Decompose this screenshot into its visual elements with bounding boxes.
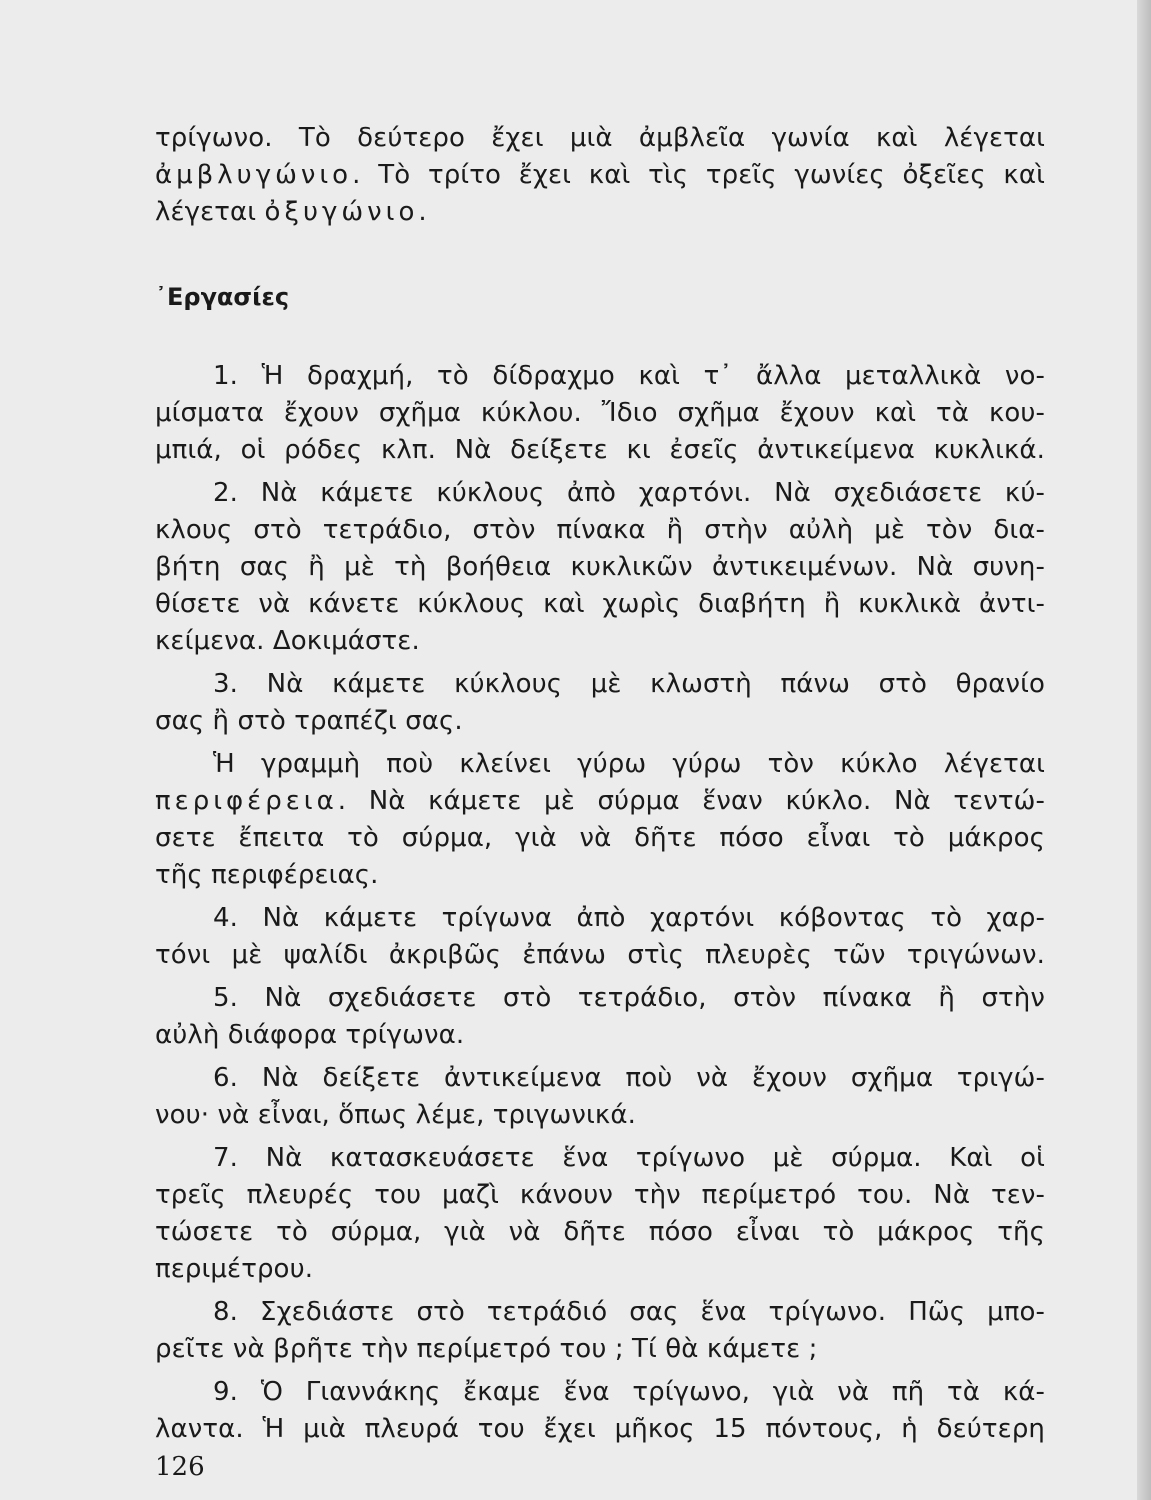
exercise-8 (155, 1294, 1045, 1368)
perimeter-line-4: τῆς περιφέρειας. (155, 860, 379, 890)
exercise-2-line: βήτη σας ἢ μὲ τὴ βοήθεια κυκλικῶν ἀντικειμένων. Νὰ συνη- (155, 552, 1045, 582)
exercise-9 (155, 1374, 1045, 1448)
exercise-2 (155, 475, 1045, 660)
exercise-6-line: 6. Νὰ δείξετε ἀντικείμενα ποὺ νὰ ἔχουν σχῆμα τριγώ- (213, 1063, 1045, 1093)
perimeter-line-3: σετε ἔπειτα τὸ σύρμα, γιὰ νὰ δῆτε πόσο εἶναι τὸ μάκρος (155, 823, 1045, 853)
exercise-9-line: λαντα. Ἡ μιὰ πλευρά του ἔχει μῆκος 15 πόντους, ἡ δεύτερη (155, 1414, 1045, 1444)
perimeter-line-2-rest: . Νὰ κάμετε μὲ σύρμα ἕναν κύκλο. Νὰ τεντώ- (337, 786, 1045, 816)
exercise-4-line: τόνι μὲ ψαλίδι ἀκριβῶς ἐπάνω στὶς πλευρὲς τῶν τριγώνων. (155, 940, 1045, 970)
exercise-8-line: 8. Σχεδιάστε στὸ τετράδιό σας ἕνα τρίγωνο. Πῶς μπο- (213, 1297, 1045, 1327)
exercise-5-line: αὐλὴ διάφορα τρίγωνα. (155, 1020, 465, 1050)
page-number: 126 (155, 1452, 205, 1482)
intro-line-2-rest: . Τὸ τρίτο ἔχει καὶ τὶς τρεῖς γωνίες ὀξεῖες καὶ (352, 160, 1045, 190)
exercise-7-line: περιμέτρου. (155, 1254, 314, 1284)
section-heading: ᾿Εργασίες (155, 283, 290, 311)
exercise-2-line: κλους στὸ τετράδιο, στὸν πίνακα ἢ στὴν αὐλὴ μὲ τὸν δια- (155, 515, 1045, 545)
exercise-1-line: μίσματα ἔχουν σχῆμα κύκλου. Ἴδιο σχῆμα ἔχουν καὶ τὰ κου- (155, 398, 1045, 428)
exercise-7 (155, 1140, 1045, 1288)
intro-line-3-end: . (418, 197, 427, 227)
exercise-1-line: 1. Ἡ δραχμή, τὸ δίδραχμο καὶ τ᾿ ἄλλα μεταλλικὰ νο- (213, 361, 1045, 391)
exercise-3 (155, 666, 1045, 740)
page-body (155, 120, 1045, 1448)
exercise-3-line: σας ἢ στὸ τραπέζι σας. (155, 706, 463, 736)
term-obtuse-triangle: ἀμβλυγώνιο (155, 160, 353, 190)
exercise-2-line: θίσετε νὰ κάνετε κύκλους καὶ χωρὶς διαβήτη ἢ κυκλικὰ ἀντι- (155, 589, 1045, 619)
intro-line-1: τρίγωνο. Τὸ δεύτερο ἔχει μιὰ ἀμβλεῖα γωνία καὶ λέγεται (155, 123, 1045, 153)
exercise-1-line: μπιά, οἱ ρόδες κλπ. Νὰ δείξετε κι ἐσεῖς ἀντικείμενα κυκλικά. (155, 435, 1045, 465)
exercise-2-line: 2. Νὰ κάμετε κύκλους ἀπὸ χαρτόνι. Νὰ σχεδιάσετε κύ- (213, 478, 1045, 508)
exercise-1 (155, 358, 1045, 469)
exercise-4 (155, 900, 1045, 974)
exercise-8-line: ρεῖτε νὰ βρῆτε τὴν περίμετρό του ; Τί θὰ κάμετε ; (155, 1334, 818, 1364)
exercise-7-line: τρεῖς πλευρές του μαζὶ κάνουν τὴν περίμετρό του. Νὰ τεν- (155, 1180, 1045, 1210)
exercise-6 (155, 1060, 1045, 1134)
perimeter-line-2 (155, 783, 1045, 820)
exercise-6-line: νου· νὰ εἶναι, ὅπως λέμε, τριγωνικά. (155, 1100, 636, 1130)
intro-line-3-start: λέγεται (155, 197, 265, 227)
exercise-5-line: 5. Νὰ σχεδιάσετε στὸ τετράδιο, στὸν πίνακα ἢ στὴν (213, 983, 1045, 1013)
exercise-7-line: 7. Νὰ κατασκευάσετε ἕνα τρίγωνο μὲ σύρμα. Καὶ οἱ (213, 1143, 1045, 1173)
exercise-9-line: 9. Ὁ Γιαννάκης ἔκαμε ἕνα τρίγωνο, γιὰ νὰ πῆ τὰ κά- (213, 1377, 1045, 1407)
exercise-2-line: κείμενα. Δοκιμάστε. (155, 626, 420, 656)
perimeter-paragraph (155, 746, 1045, 894)
exercise-7-line: τώσετε τὸ σύρμα, γιὰ νὰ δῆτε πόσο εἶναι τὸ μάκρος τῆς (155, 1217, 1045, 1247)
exercise-3-line: 3. Νὰ κάμετε κύκλους μὲ κλωστὴ πάνω στὸ θρανίο (213, 669, 1045, 699)
term-circumference: περιφέρεια (155, 786, 338, 816)
intro-line-2 (155, 157, 1045, 194)
exercise-4-line: 4. Νὰ κάμετε τρίγωνα ἀπὸ χαρτόνι κόβοντας τὸ χαρ- (213, 903, 1045, 933)
perimeter-line-1: Ἡ γραμμὴ ποὺ κλείνει γύρω γύρω τὸν κύκλο λέγεται (213, 749, 1045, 779)
page-edge-shadow (1137, 0, 1151, 1500)
intro-line-3 (155, 194, 1045, 231)
exercise-5 (155, 980, 1045, 1054)
term-acute-triangle: ὀξυγώνιο (264, 197, 419, 227)
